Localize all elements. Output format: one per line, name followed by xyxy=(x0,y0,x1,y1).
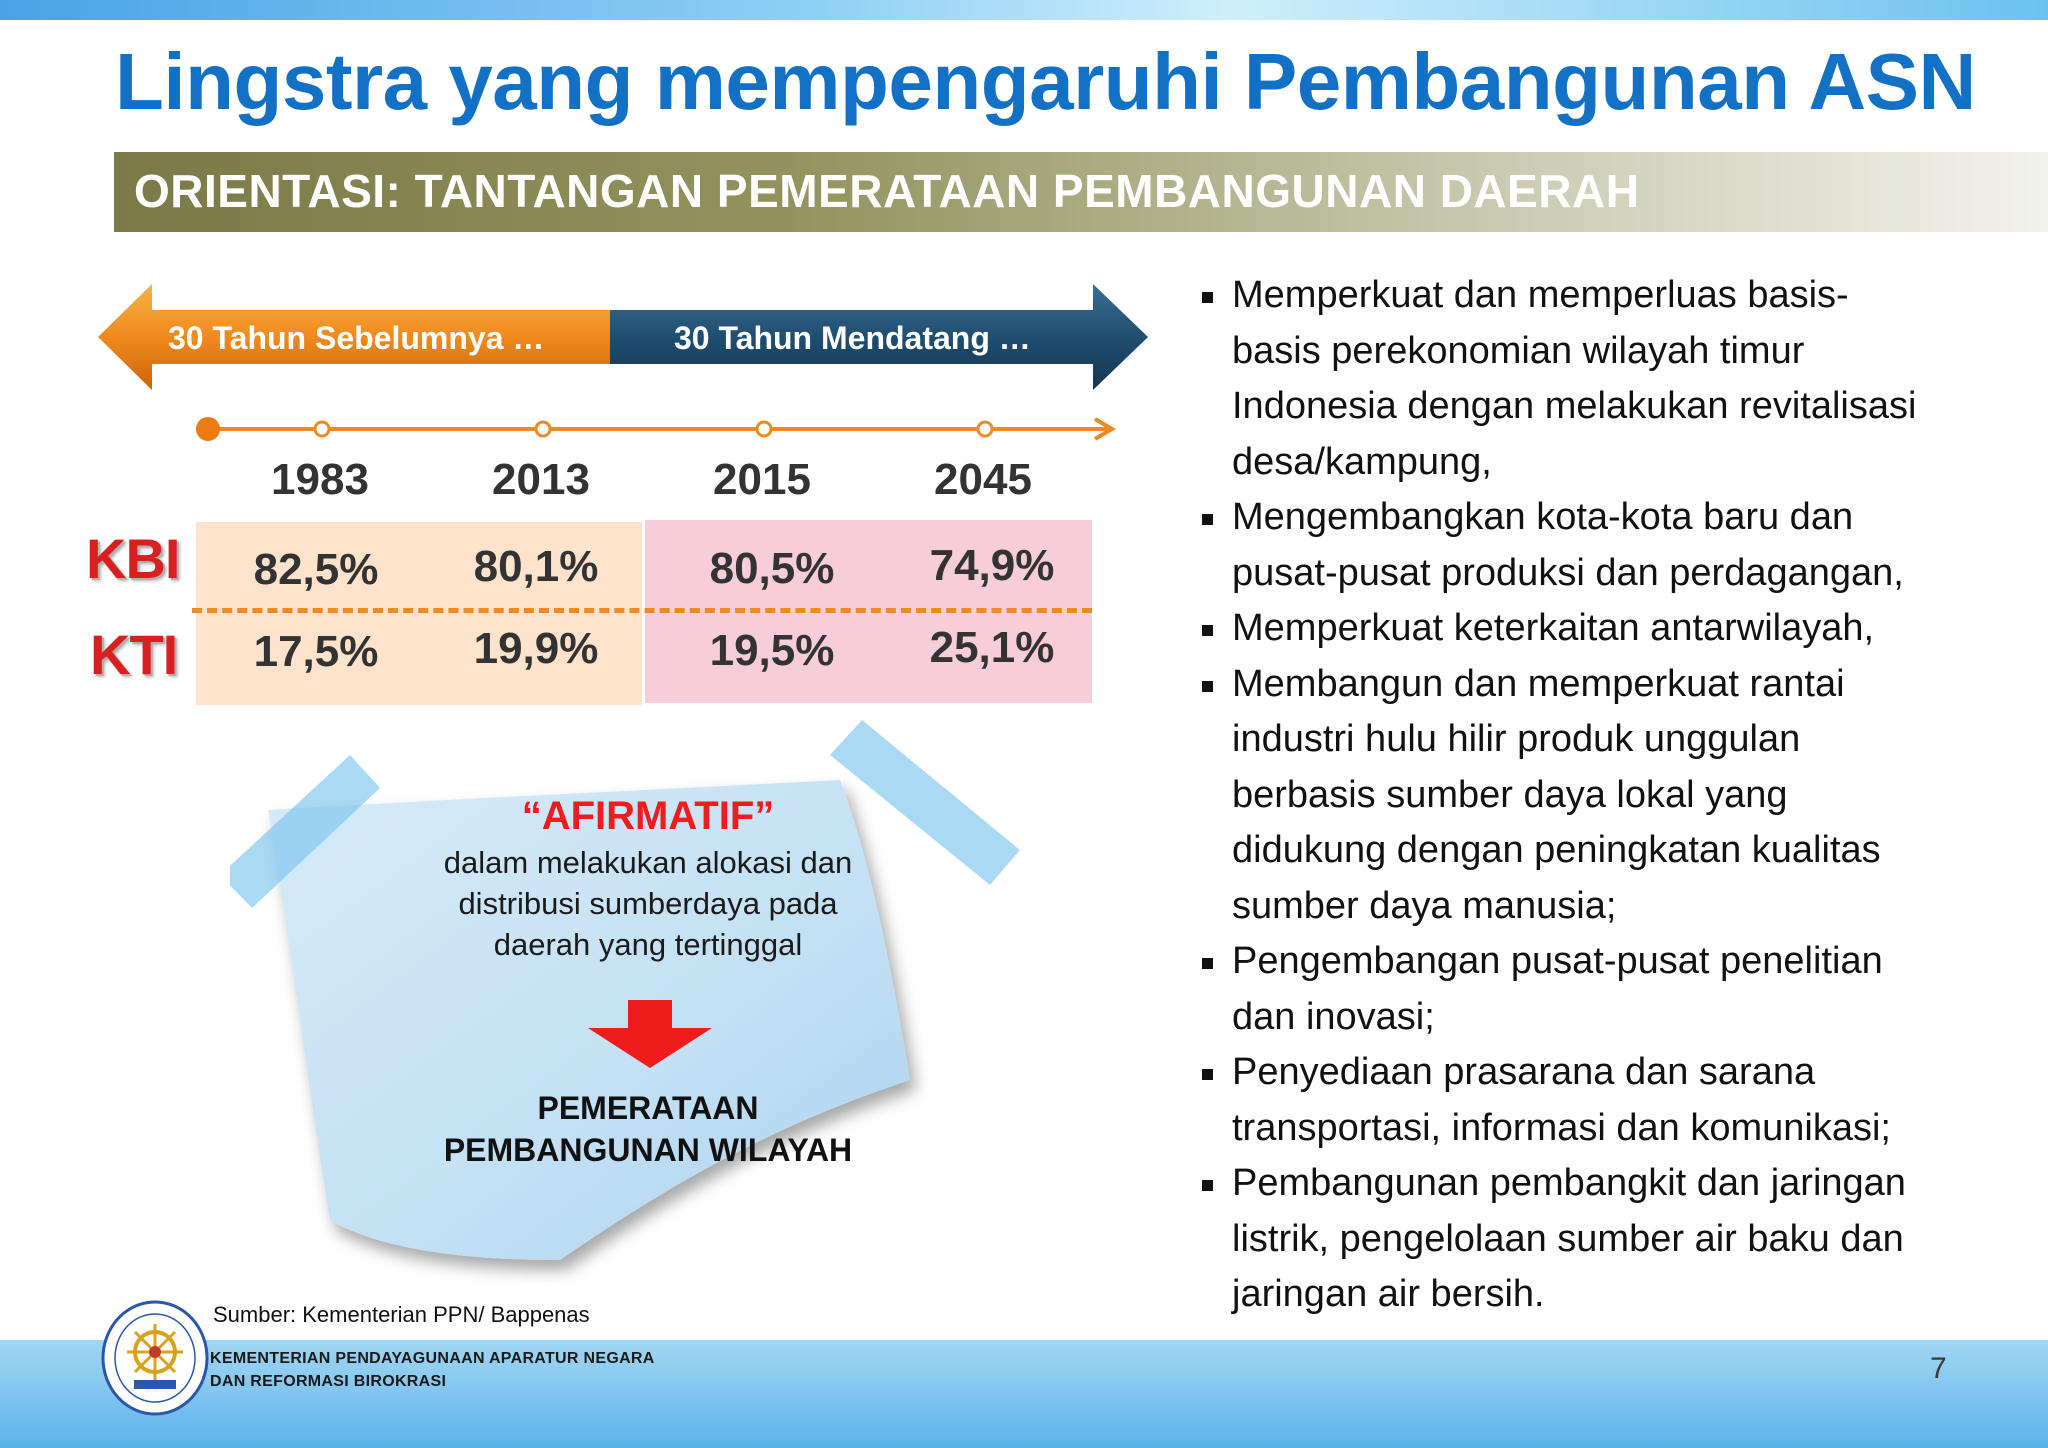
ministry-emblem-icon xyxy=(100,1300,210,1416)
kti-value-2015: 19,5% xyxy=(709,626,835,675)
down-arrow-icon xyxy=(588,1000,712,1068)
kti-value-1983: 17,5% xyxy=(253,627,379,676)
kbi-value-1983: 82,5% xyxy=(253,545,379,594)
timeline-start-node xyxy=(196,417,220,441)
year-1983: 1983 xyxy=(271,455,369,504)
bullet-line: Mengembangkan kota-kota baru dan xyxy=(1232,496,1854,538)
square-bullet-icon xyxy=(1202,292,1213,303)
bullet-item xyxy=(1196,1156,1936,1323)
timeline-node-2045 xyxy=(978,422,992,436)
kbi-value-2013: 80,1% xyxy=(473,542,599,591)
square-bullet-icon xyxy=(1202,625,1213,636)
kbi-label: KBI xyxy=(86,527,180,590)
bullet-line: dan inovasi; xyxy=(1232,995,1435,1038)
region-divider xyxy=(192,608,1092,613)
bullet-line: Pengembangan pusat-pusat penelitian xyxy=(1232,940,1883,982)
bullet-line: Indonesia dengan melakukan revitalisasi xyxy=(1232,385,1917,427)
bullet-line: jaringan air bersih. xyxy=(1232,1273,1545,1315)
square-bullet-icon xyxy=(1202,1180,1213,1191)
page-number: 7 xyxy=(1930,1352,1947,1385)
bullet-item xyxy=(1196,268,1936,490)
kti-label: KTI xyxy=(90,623,178,686)
timeline-node-2013 xyxy=(536,422,550,436)
note-line-3: daerah yang tertinggal xyxy=(493,927,803,962)
year-2045: 2045 xyxy=(934,455,1032,504)
past-period-label: 30 Tahun Sebelumnya … xyxy=(168,320,545,356)
bullet-item xyxy=(1196,490,1936,601)
kbi-value-2015: 80,5% xyxy=(709,544,835,593)
bullet-line: pusat-pusat produksi dan perdagangan, xyxy=(1232,551,1904,594)
source-note: Sumber: Kementerian PPN/ Bappenas xyxy=(213,1302,590,1327)
square-bullet-icon xyxy=(1202,681,1213,692)
top-accent-bar xyxy=(0,0,2048,20)
bullet-line: transportasi, informasi dan komunikasi; xyxy=(1232,1106,1891,1149)
subtitle: ORIENTASI: TANTANGAN PEMERATAAN PEMBANGUNAN DAERAH xyxy=(134,165,1640,217)
bullet-line: Pembangunan pembangkit dan jaringan xyxy=(1232,1162,1906,1204)
note-heading: “AFIRMATIF” xyxy=(521,794,775,838)
kti-value-2013: 19,9% xyxy=(473,624,599,673)
future-period-label: 30 Tahun Mendatang … xyxy=(674,320,1031,356)
bullet-line: listrik, pengelolaan sumber air baku dan xyxy=(1232,1217,1904,1260)
kti-value-2045: 25,1% xyxy=(929,623,1055,672)
timeline-line xyxy=(190,410,1130,450)
bullet-line: industri hulu hilir produk unggulan xyxy=(1232,718,1801,760)
note-line-2: distribusi sumberdaya pada xyxy=(458,886,838,921)
bullet-item xyxy=(1196,934,1936,1045)
page-title: Lingstra yang mempengaruhi Pembangunan ASN xyxy=(115,37,1976,126)
footer-ministry-line-2: DAN REFORMASI BIROKRASI xyxy=(210,1373,447,1390)
year-2013: 2013 xyxy=(492,455,590,504)
note-result-line-1: PEMERATAAN xyxy=(537,1090,759,1126)
note-line-1: dalam melakukan alokasi dan xyxy=(443,845,853,880)
square-bullet-icon xyxy=(1202,958,1213,969)
bullet-line: desa/kampung, xyxy=(1232,440,1492,483)
bullet-line: Penyediaan prasarana dan sarana xyxy=(1232,1051,1816,1093)
bullet-line: Membangun dan memperkuat rantai xyxy=(1232,662,1845,705)
note-result-line-2: PEMBANGUNAN WILAYAH xyxy=(443,1132,853,1168)
bullet-line: Memperkuat dan memperluas basis- xyxy=(1232,274,1849,316)
bullet-line: sumber daya manusia; xyxy=(1232,884,1617,927)
bullet-item xyxy=(1196,657,1936,935)
footer-ministry-line-1: KEMENTERIAN PENDAYAGUNAAN APARATUR NEGARA xyxy=(210,1350,655,1367)
kbi-value-2045: 74,9% xyxy=(929,541,1055,590)
square-bullet-icon xyxy=(1202,514,1213,525)
bullet-line: berbasis sumber daya lokal yang xyxy=(1232,773,1788,816)
timeline-node-1983 xyxy=(315,422,329,436)
bullet-item xyxy=(1196,601,1936,657)
timeline-node-2015 xyxy=(757,422,771,436)
bullet-line: basis perekonomian wilayah timur xyxy=(1232,329,1805,372)
square-bullet-icon xyxy=(1202,1069,1213,1080)
bullet-item xyxy=(1196,1045,1936,1156)
strategy-bullet-list xyxy=(1196,268,1936,1323)
year-2015: 2015 xyxy=(713,455,811,504)
bullet-line: didukung dengan peningkatan kualitas xyxy=(1232,829,1881,871)
bullet-line: Memperkuat keterkaitan antarwilayah, xyxy=(1232,607,1875,649)
